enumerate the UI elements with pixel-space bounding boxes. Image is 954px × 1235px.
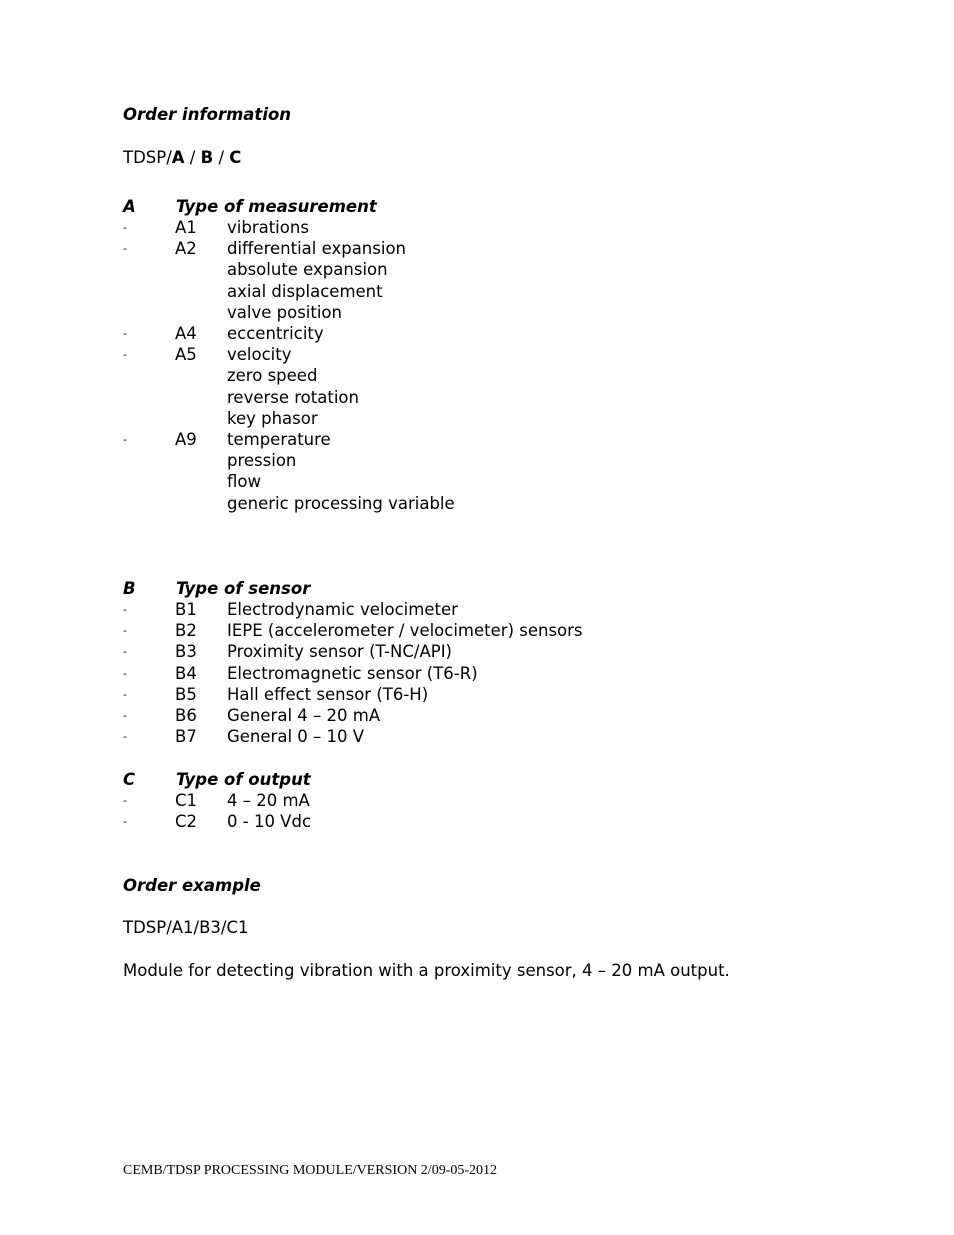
section-letter: C [123,770,136,789]
item-description: IEPE (accelerometer / velocimeter) sensors [227,621,583,641]
item-description: 0 - 10 Vdc [227,812,312,832]
item-code: C2 [175,812,198,832]
item-code: A2 [175,239,197,259]
item-code: B7 [175,727,197,747]
item-description: zero speed [227,366,318,386]
item-description: 4 – 20 mA [227,791,310,810]
item-description: Electrodynamic velocimeter [227,600,458,619]
item-code: B4 [175,663,197,683]
item-description: velocity [227,345,292,365]
item-description: General 4 – 20 mA [227,706,381,725]
item-description: key phasor [227,408,318,428]
bullet-dash: - [123,348,127,362]
item-description: reverse rotation [227,387,359,407]
item-code: A1 [175,218,197,237]
item-code: C1 [175,791,198,810]
item-code: B3 [175,642,197,662]
bullet-dash: - [123,666,127,680]
section-letter: A [123,197,136,216]
item-description: General 0 – 10 V [227,727,365,747]
item-description: absolute expansion [227,260,388,280]
bullet-dash: - [123,645,127,659]
item-code: B1 [175,600,197,619]
item-code: B2 [175,621,197,641]
order-example-code: TDSP/A1/B3/C1 [123,918,249,937]
code-part-b: B [200,148,214,167]
item-description: temperature [227,430,331,449]
item-description: flow [227,472,261,492]
item-description: Electromagnetic sensor (T6-R) [227,663,478,683]
bullet-dash: - [123,815,127,829]
code-part-a: A [171,148,185,167]
code-separator: / [213,148,230,167]
item-code: A4 [175,324,197,343]
bullet-dash: - [123,687,127,701]
item-code: A9 [175,430,197,449]
code-separator: / [184,148,201,167]
bullet-dash: - [123,794,127,807]
code-prefix: TDSP/ [123,148,172,167]
item-description: axial displacement [227,281,383,301]
bullet-dash: - [123,709,127,722]
section-title: Type of sensor [176,579,311,598]
item-description: differential expansion [227,239,407,259]
bullet-dash: - [123,242,127,256]
item-code: B6 [175,706,197,725]
item-description: generic processing variable [227,493,455,513]
order-information-heading: Order information [123,105,292,124]
bullet-dash: - [123,603,127,616]
item-description: Proximity sensor (T-NC/API) [227,642,452,662]
item-description: vibrations [227,218,309,237]
order-code-format [123,147,241,168]
item-description: Hall effect sensor (T6-H) [227,684,429,704]
item-description: eccentricity [227,324,324,343]
page-footer: CEMB/TDSP PROCESSING MODULE/VERSION 2/09-05-2012 [123,1163,498,1178]
bullet-dash: - [123,327,127,340]
order-example-description: Module for detecting vibration with a proximity sensor, 4 – 20 mA output. [123,961,730,980]
bullet-dash: - [123,221,127,234]
item-code: A5 [175,345,197,365]
code-part-c: C [229,148,242,167]
item-code: B5 [175,684,197,704]
section-title: Type of output [176,770,311,789]
bullet-dash: - [123,730,127,744]
section-title: Type of measurement [176,197,377,216]
bullet-dash: - [123,624,127,638]
bullet-dash: - [123,433,127,446]
order-example-heading: Order example [123,876,261,895]
item-description: valve position [227,302,342,322]
item-description: pression [227,451,297,471]
section-letter: B [123,579,136,598]
